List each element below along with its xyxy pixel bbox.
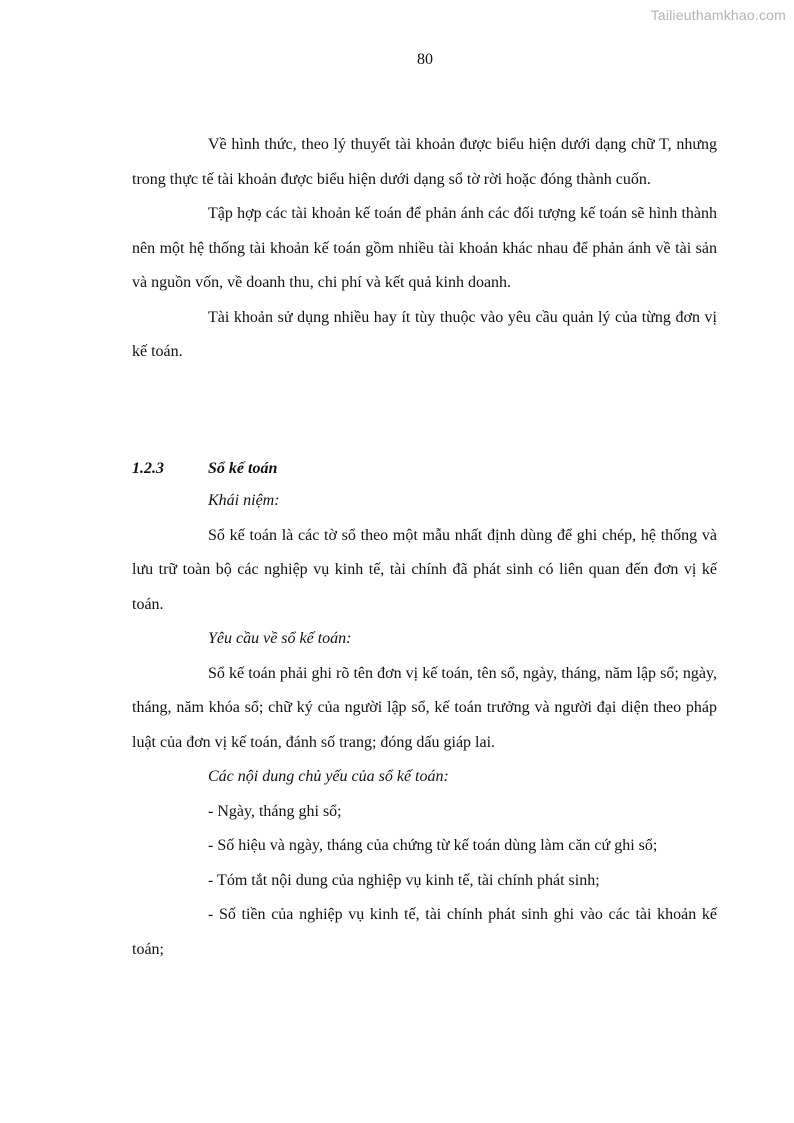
section-account-form <box>132 128 717 370</box>
paragraph-account-system: Tập hợp các tài khoản kế toán để phản ánh các đối tượng kế toán sẽ hình thành nên một hệ thống tài khoản kế toán gồm nhiều tài khoản khác nhau để phản ánh về tài sản và nguồn vốn, về doanh thu, chi phí và kết quả kinh doanh. <box>132 205 717 291</box>
section-title: Sổ kế toán <box>208 460 278 477</box>
requirements-label: Yêu cầu về sổ kế toán: <box>208 630 352 647</box>
section-ledger-body <box>132 484 717 967</box>
watermark-text: Tailieuthamkhao.com <box>650 7 786 23</box>
list-item: - Số hiệu và ngày, tháng của chứng từ kế toán dùng làm căn cứ ghi sổ; <box>208 837 658 854</box>
concept-paragraph: Sổ kế toán là các tờ sổ theo một mẫu nhất định dùng để ghi chép, hệ thống và lưu trữ toàn bộ các nghiệp vụ kinh tế, tài chính đã phát sinh có liên quan đến đơn vị kế toán. <box>132 526 717 613</box>
section-heading <box>132 456 277 482</box>
contents-label: Các nội dung chủ yếu của sổ kế toán: <box>208 768 449 785</box>
concept-label: Khái niệm: <box>208 492 280 509</box>
paragraph-account-usage: Tài khoản sử dụng nhiều hay ít tùy thuộc vào yêu cầu quản lý của từng đơn vị kế toán. <box>132 308 717 360</box>
paragraph-account-form: Về hình thức, theo lý thuyết tài khoản được biểu hiện dưới dạng chữ T, nhưng trong thực tế tài khoản được biểu hiện dưới dạng sổ tờ rời hoặc đóng thành cuốn. <box>132 136 717 188</box>
requirements-paragraph: Sổ kế toán phải ghi rõ tên đơn vị kế toán, tên sổ, ngày, tháng, năm lập sổ; ngày, tháng, năm khóa sổ; chữ ký của người lập sổ, kế toán trưởng và người đại diện theo pháp luật của đơn vị kế toán, đánh số trang; đóng dấu giáp lai. <box>132 664 717 751</box>
page-number: 80 <box>417 51 433 68</box>
section-number: 1.2.3 <box>132 460 164 477</box>
list-item: - Số tiền của nghiệp vụ kinh tế, tài chính phát sinh ghi vào các tài khoản kế toán; <box>132 906 717 958</box>
list-item: - Ngày, tháng ghi sổ; <box>208 802 342 820</box>
list-item: - Tóm tắt nội dung của nghiệp vụ kinh tế, tài chính phát sinh; <box>208 871 600 889</box>
